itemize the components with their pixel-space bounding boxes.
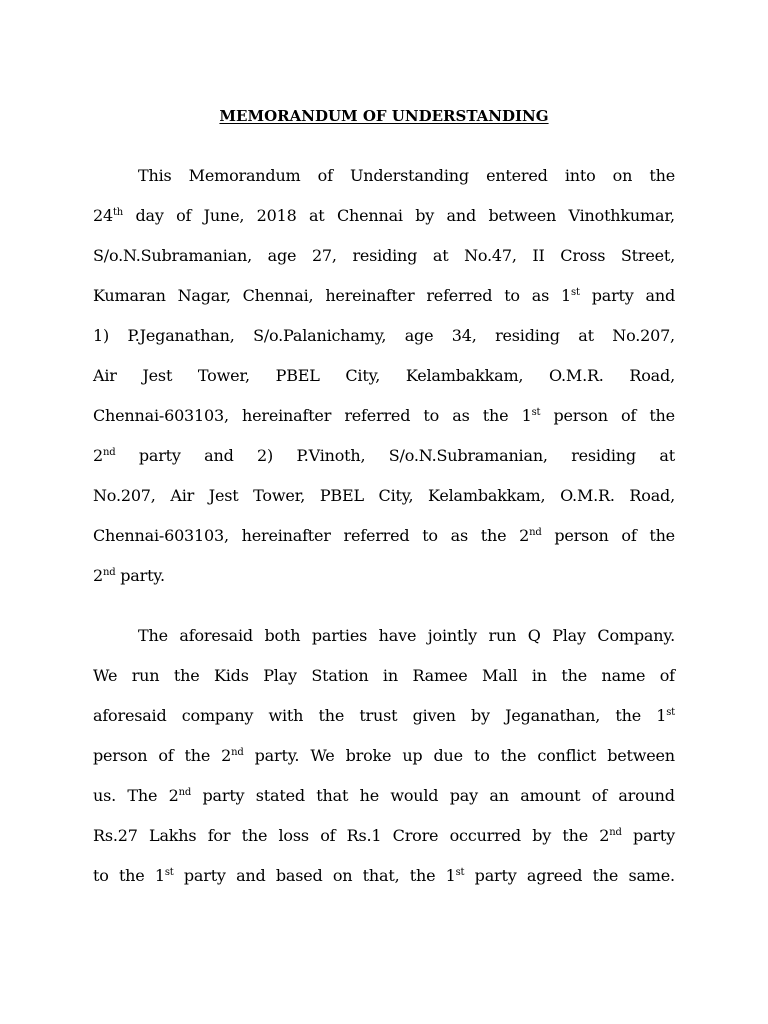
text-line	[93, 664, 675, 688]
word: person	[93, 746, 148, 765]
word: Understanding	[349, 166, 469, 185]
word: the	[482, 406, 509, 425]
word: loss	[278, 826, 309, 845]
word: S/o.N.Subramanian,	[388, 446, 548, 465]
word: the	[118, 866, 145, 885]
word: by	[471, 706, 490, 725]
word: Kelambakkam,	[428, 486, 546, 505]
word: No.47,	[464, 246, 517, 265]
word: between	[488, 206, 557, 225]
word: of	[659, 666, 675, 685]
word: Company.	[597, 626, 675, 645]
word: run	[488, 626, 517, 645]
word: that	[316, 786, 349, 805]
word: referred	[343, 526, 410, 545]
word: 1st	[445, 866, 465, 885]
word: We	[93, 666, 118, 685]
word: Air	[93, 366, 117, 385]
text-line	[93, 364, 675, 388]
word: would	[390, 786, 439, 805]
word: he	[359, 786, 379, 805]
text-line	[93, 164, 675, 188]
word: by	[415, 206, 435, 225]
word: hereinafter	[241, 526, 331, 545]
word: 1st	[656, 706, 675, 725]
word: due	[433, 746, 463, 765]
word: to	[93, 866, 109, 885]
word: in	[382, 666, 398, 685]
word: Play	[263, 666, 297, 685]
word: PBEL	[319, 486, 364, 505]
word: of	[176, 206, 192, 225]
word: of	[621, 526, 637, 545]
word: No.207,	[612, 326, 675, 345]
word: with	[268, 706, 304, 725]
word: O.M.R.	[560, 486, 615, 505]
word: the	[649, 406, 675, 425]
word: Chennai-603103,	[93, 526, 229, 545]
word: Kumaran	[93, 286, 166, 305]
word: P.Jeganathan,	[127, 326, 235, 345]
text-line	[93, 404, 675, 428]
word: City,	[345, 366, 381, 385]
word: as	[452, 406, 470, 425]
word: party.	[120, 566, 165, 585]
word: We	[310, 746, 335, 765]
word: Vinothkumar,	[568, 206, 675, 225]
ordinal-superscript: nd	[609, 827, 622, 838]
ordinal-superscript: nd	[102, 447, 116, 458]
word: Ramee	[412, 666, 468, 685]
word: Tower,	[253, 486, 306, 505]
word: 2018	[256, 206, 297, 225]
word: the	[561, 666, 588, 685]
word: jointly	[427, 626, 477, 645]
ordinal-superscript: st	[666, 707, 675, 718]
word: Lakhs	[149, 826, 197, 845]
word: age	[404, 326, 434, 345]
text-line	[93, 564, 675, 588]
word: on	[612, 166, 633, 185]
text-line	[93, 204, 675, 228]
text-line	[93, 444, 675, 468]
word: company	[181, 706, 254, 725]
word: party	[138, 446, 181, 465]
word: Jest	[208, 486, 239, 505]
word: and	[236, 866, 266, 885]
word: Memorandum	[188, 166, 301, 185]
word: 1)	[93, 326, 110, 345]
word: S/o.Palanichamy,	[253, 326, 387, 345]
word: 2nd	[93, 446, 116, 465]
word: residing	[495, 326, 560, 345]
word: of	[158, 746, 174, 765]
word: Air	[170, 486, 195, 505]
word: same.	[628, 866, 675, 885]
word: 1st	[154, 866, 174, 885]
word: City,	[378, 486, 414, 505]
word: Rs.1	[346, 826, 382, 845]
word: Road,	[629, 486, 675, 505]
text-line	[93, 324, 675, 348]
word: This	[138, 166, 172, 185]
word: party.	[254, 746, 300, 765]
word: at	[308, 206, 325, 225]
word: 2nd	[168, 786, 192, 805]
word: Chennai-603103,	[93, 406, 229, 425]
word: person	[554, 526, 609, 545]
word: person	[553, 406, 608, 425]
word: into	[564, 166, 596, 185]
word: by	[532, 826, 552, 845]
word: party	[591, 286, 634, 305]
word: 2nd	[599, 826, 622, 845]
word: The	[127, 786, 158, 805]
ordinal-superscript: nd	[178, 787, 192, 798]
ordinal-superscript: nd	[529, 527, 542, 538]
word: the	[562, 826, 588, 845]
word: No.207,	[93, 486, 156, 505]
word: 27,	[311, 246, 337, 265]
word: O.M.R.	[549, 366, 604, 385]
word: party	[633, 826, 675, 845]
word: name	[601, 666, 646, 685]
word: the	[173, 666, 200, 685]
word: amount	[520, 786, 581, 805]
word: to	[423, 406, 440, 425]
word: and	[645, 286, 675, 305]
text-line	[93, 484, 675, 508]
word: 1st	[521, 406, 541, 425]
word: for	[207, 826, 231, 845]
word: that,	[362, 866, 400, 885]
word: the	[500, 746, 527, 765]
word: of	[320, 826, 336, 845]
word: hereinafter	[242, 406, 332, 425]
word: the	[649, 166, 675, 185]
word: conflict	[537, 746, 597, 765]
word: pay	[449, 786, 478, 805]
word: the	[318, 706, 345, 725]
text-line	[93, 824, 675, 848]
word: in	[531, 666, 547, 685]
ordinal-superscript: th	[112, 207, 124, 218]
word: II	[532, 246, 545, 265]
word: Station	[311, 666, 369, 685]
word: Mall	[482, 666, 518, 685]
word: the	[409, 866, 436, 885]
word: the	[241, 826, 268, 845]
word: both	[264, 626, 301, 645]
ordinal-superscript: st	[571, 287, 580, 298]
word: 1st	[561, 286, 580, 305]
word: referred	[344, 406, 411, 425]
word: an	[489, 786, 509, 805]
word: Road,	[629, 366, 675, 385]
word: the	[649, 526, 675, 545]
word: entered	[486, 166, 548, 185]
word: Crore	[392, 826, 439, 845]
ordinal-superscript: st	[455, 867, 465, 878]
word: of	[591, 786, 607, 805]
word: based	[275, 866, 323, 885]
word: Cross	[560, 246, 606, 265]
word: to	[504, 286, 520, 305]
word: the	[184, 746, 211, 765]
word: PBEL	[275, 366, 320, 385]
word: and	[204, 446, 234, 465]
word: The	[138, 626, 168, 645]
ordinal-superscript: st	[531, 407, 541, 418]
word: at	[578, 326, 594, 345]
word: party	[474, 866, 517, 885]
word: 2nd	[93, 566, 116, 585]
text-line	[93, 624, 675, 648]
word: Rs.27	[93, 826, 138, 845]
word: Kelambakkam,	[405, 366, 524, 385]
word: up	[402, 746, 423, 765]
word: June,	[203, 206, 245, 225]
word: Jest	[142, 366, 173, 385]
text-line	[93, 704, 675, 728]
word: P.Vinoth,	[296, 446, 366, 465]
word: of	[317, 166, 333, 185]
word: referred	[426, 286, 493, 305]
word: occurred	[449, 826, 521, 845]
word: us.	[93, 786, 117, 805]
word: 24th	[93, 206, 124, 225]
word: have	[378, 626, 417, 645]
text-line	[93, 784, 675, 808]
word: Chennai	[336, 206, 403, 225]
word: trust	[359, 706, 398, 725]
ordinal-superscript: nd	[231, 747, 244, 758]
word: and	[446, 206, 477, 225]
word: S/o.N.Subramanian,	[93, 246, 253, 265]
word: residing	[571, 446, 636, 465]
word: Play	[552, 626, 586, 645]
word: aforesaid	[93, 706, 167, 725]
word: party	[202, 786, 245, 805]
word: 34,	[451, 326, 477, 345]
word: stated	[255, 786, 305, 805]
text-line	[93, 244, 675, 268]
word: on	[332, 866, 353, 885]
word: run	[131, 666, 160, 685]
word: to	[422, 526, 438, 545]
text-line	[93, 744, 675, 768]
word: the	[480, 526, 507, 545]
text-line	[93, 284, 675, 308]
word: agreed	[526, 866, 583, 885]
word: broke	[345, 746, 392, 765]
word: to	[473, 746, 490, 765]
word: between	[607, 746, 675, 765]
word: around	[618, 786, 675, 805]
word: the	[615, 706, 641, 725]
word: of	[620, 406, 637, 425]
ordinal-superscript: nd	[102, 567, 116, 578]
word: at	[659, 446, 675, 465]
word: 2nd	[519, 526, 542, 545]
word: at	[432, 246, 449, 265]
word: party	[183, 866, 226, 885]
word: parties	[311, 626, 368, 645]
word: the	[592, 866, 619, 885]
word: aforesaid	[179, 626, 253, 645]
ordinal-superscript: st	[164, 867, 174, 878]
document-title: MEMORANDUM OF UNDERSTANDING	[219, 107, 549, 125]
word: age	[267, 246, 297, 265]
word: 2nd	[221, 746, 244, 765]
word: hereinafter	[325, 286, 415, 305]
text-line	[93, 524, 675, 548]
word: given	[412, 706, 456, 725]
word: as	[450, 526, 468, 545]
word: day	[135, 206, 164, 225]
word: residing	[352, 246, 418, 265]
word: Jeganathan,	[505, 706, 601, 725]
word: 2)	[257, 446, 274, 465]
word: Chennai,	[242, 286, 314, 305]
word: Nagar,	[177, 286, 231, 305]
word: Q	[527, 626, 541, 645]
word: Kids	[214, 666, 249, 685]
word: Tower,	[197, 366, 250, 385]
word: Street,	[620, 246, 675, 265]
text-line	[93, 864, 675, 888]
word: as	[531, 286, 550, 305]
